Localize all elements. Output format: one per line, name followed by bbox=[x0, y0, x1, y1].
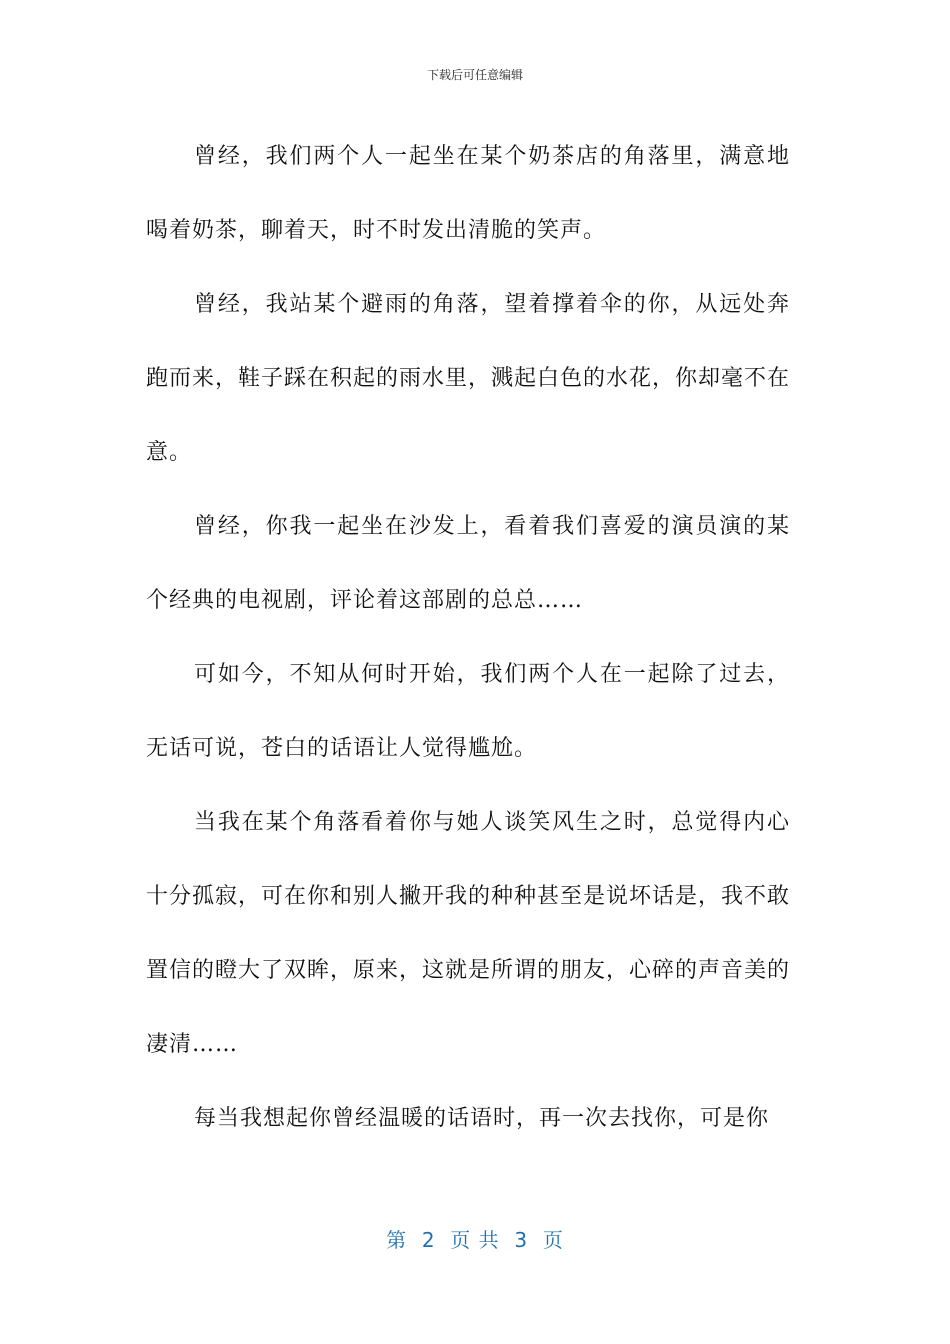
paragraph-2: 曾经，我站某个避雨的角落，望着撑着伞的你，从远处奔跑而来，鞋子踩在积起的雨水里，溅起白色的水花，你却毫不在意。 bbox=[146, 292, 791, 465]
page-footer bbox=[0, 1224, 950, 1253]
document-body bbox=[146, 120, 790, 1156]
paragraph-4: 可如今，不知从何时开始，我们两个人在一起除了过去，无话可说，苍白的话语让人觉得尴尬。 bbox=[146, 662, 790, 761]
paragraph-3: 曾经，你我一起坐在沙发上，看着我们喜爱的演员演的某个经典的电视剧，评论着这部剧的总总…… bbox=[146, 514, 790, 613]
header-note: 下载后可任意编辑 bbox=[426, 68, 523, 82]
page-number-label: 第 2 页 共 3 页 bbox=[386, 1228, 564, 1252]
paragraph-1: 曾经，我们两个人一起坐在某个奶茶店的角落里，满意地喝着奶茶，聊着天，时不时发出清脆的笑声。 bbox=[146, 144, 790, 243]
paragraph-5: 当我在某个角落看着你与她人谈笑风生之时，总觉得内心十分孤寂，可在你和别人撇开我的种种甚至是说坏话是，我不敢置信的瞪大了双眸，原来，这就是所谓的朋友，心碎的声音美的凄清…… bbox=[146, 810, 791, 1057]
paragraph-6: 每当我想起你曾经温暖的话语时，再一次去找你，可是你 bbox=[194, 1106, 770, 1131]
